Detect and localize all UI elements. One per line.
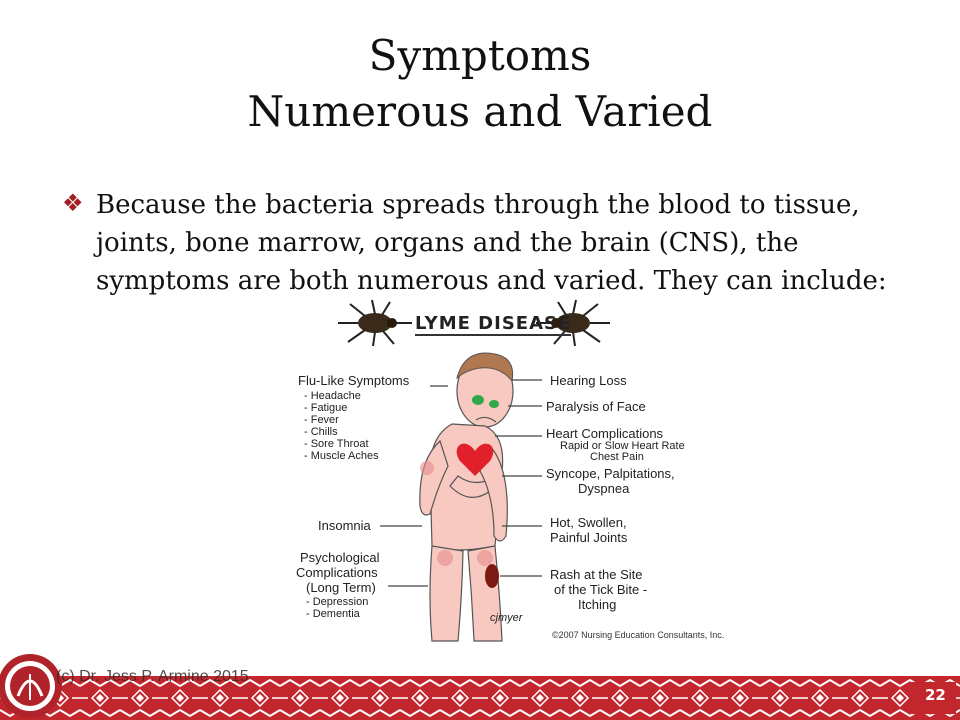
heart-sub-label: Chest Pain [590, 451, 644, 463]
psych-item: - Depression [306, 596, 369, 608]
heart-complications-label: Heart Complications [546, 426, 664, 441]
paralysis-label: Paralysis of Face [546, 399, 646, 414]
footer-copyright: (c) Dr. Jess P. Armine 2015 [56, 668, 249, 685]
heart-sub-label: Rapid or Slow Heart Rate [560, 440, 685, 452]
artist-signature: cjmyer [490, 612, 523, 624]
insomnia-label: Insomnia [318, 518, 371, 533]
flu-item: - Sore Throat [304, 438, 369, 450]
slide-title [0, 28, 960, 140]
figure-title: LYME DISEASE [415, 313, 572, 334]
figure-copyright: ©2007 Nursing Education Consultants, Inc. [552, 630, 725, 640]
psych-item: - Dementia [306, 608, 360, 620]
flu-item: - Headache [304, 390, 361, 402]
diamond-bullet-icon: ❖ [62, 189, 84, 217]
title-line-2: Numerous and Varied [247, 87, 713, 136]
rash-label-1: Rash at the Site [550, 567, 643, 582]
bullet-text: Because the bacteria spreads through the blood to tissue, joints, bone marrow, organs and the brain (CNS), the symptoms are both numerous and varied. They can include: [96, 190, 887, 296]
flu-item: - Muscle Aches [304, 450, 379, 462]
psych-heading-3: (Long Term) [306, 580, 376, 595]
syncope-label: Syncope, Palpitations, [546, 466, 675, 481]
dyspnea-label: Dyspnea [578, 481, 630, 496]
hearing-loss-label: Hearing Loss [550, 373, 627, 388]
bullet-item [62, 186, 922, 300]
tick-left-icon [338, 300, 412, 346]
page-number: 22 [925, 686, 946, 704]
flu-like-heading: Flu-Like Symptoms [298, 373, 410, 388]
rash-label-3: Itching [578, 597, 617, 612]
joints-label-1: Hot, Swollen, [550, 515, 627, 530]
person-figure [420, 353, 513, 641]
flu-item: - Fever [304, 414, 339, 426]
flu-item: - Fatigue [304, 402, 348, 414]
rash-label-2: of the Tick Bite - [554, 582, 648, 597]
title-line-1: Symptoms [368, 31, 592, 80]
flu-item: - Chills [304, 426, 338, 438]
psych-heading-2: Complications [296, 565, 378, 580]
psych-heading-1: Psychological [300, 550, 380, 565]
joints-label-2: Painful Joints [550, 530, 628, 545]
